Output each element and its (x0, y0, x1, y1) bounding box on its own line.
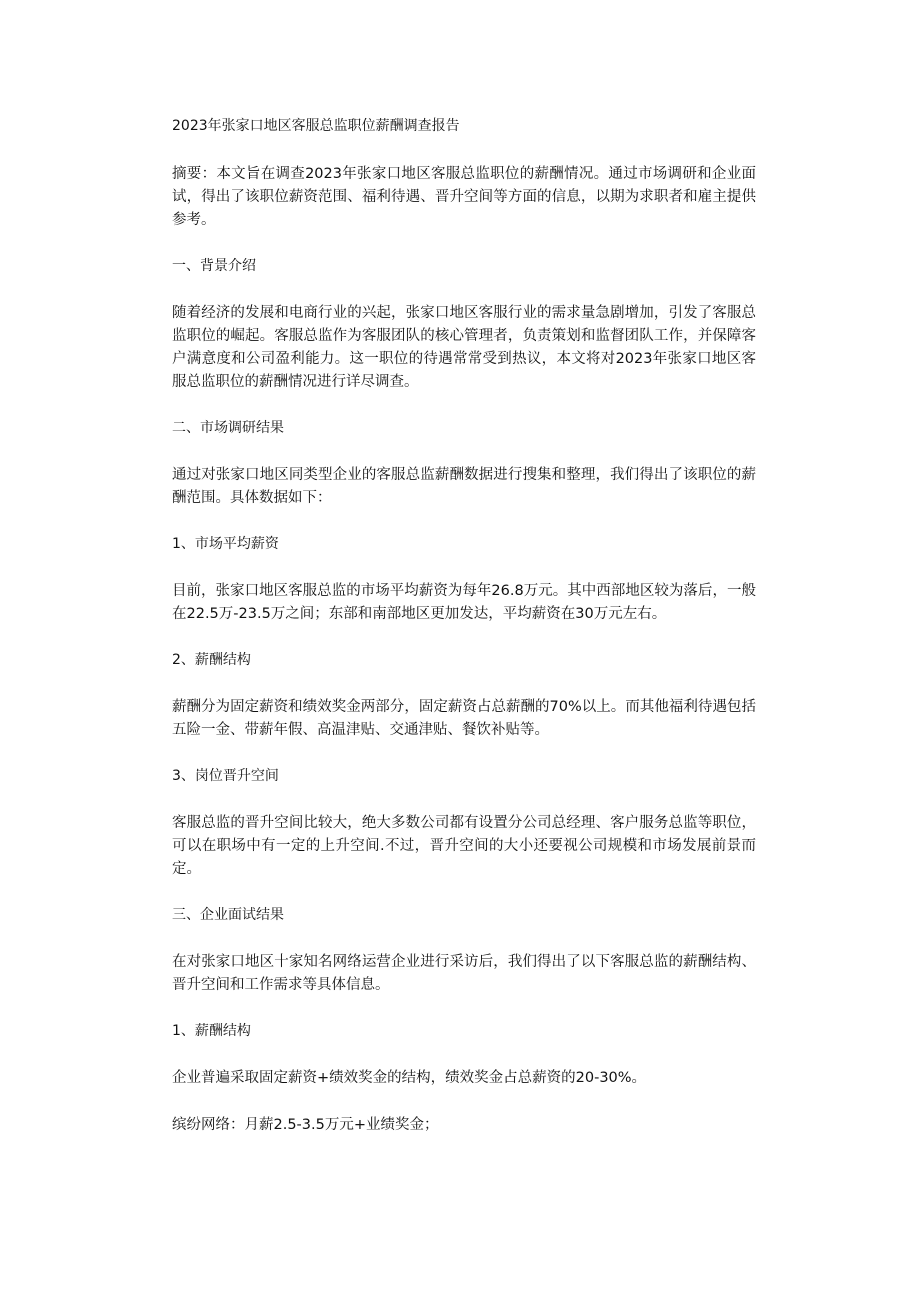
section-heading-market-research: 二、市场调研结果 (172, 420, 284, 436)
subsection-heading-salary-structure: 2、薪酬结构 (172, 652, 251, 668)
document-title: 2023年张家口地区客服总监职位薪酬调查报告 (172, 118, 460, 134)
section-heading-interview-results: 三、企业面试结果 (172, 907, 284, 923)
subsection-heading-average-salary: 1、市场平均薪资 (172, 536, 279, 552)
promotion-space-paragraph: 客服总监的晋升空间比较大，绝大多数公司都有设置分公司总经理、客户服务总监等职位，可以在职场中有一定的上升空间.不过，晋升空间的大小还要视公司规模和市场发展前景而定。 (172, 815, 756, 877)
company-salary-item: 缤纷网络：月薪2.5-3.5万元+业绩奖金； (172, 1117, 439, 1133)
market-research-intro-paragraph: 通过对张家口地区同类型企业的客服总监薪酬数据进行搜集和整理，我们得出了该职位的薪酬范围。具体数据如下： (172, 467, 756, 506)
background-paragraph: 随着经济的发展和电商行业的兴起，张家口地区客服行业的需求量急剧增加，引发了客服总监职位的崛起。客服总监作为客服团队的核心管理者，负责策划和监督团队工作，并保障客户满意度和公司盈利能力。这一职位的待遇常常受到热议，本文将对2023年张家口地区客服总监职位的薪酬情况进行详尽调查。 (172, 305, 756, 390)
abstract-paragraph: 摘要：本文旨在调查2023年张家口地区客服总监职位的薪酬情况。通过市场调研和企业面试，得出了该职位薪资范围、福利待遇、晋升空间等方面的信息，以期为求职者和雇主提供参考。 (172, 166, 756, 228)
subsection-heading-promotion-space: 3、岗位晋升空间 (172, 768, 279, 784)
document-body (172, 116, 756, 1161)
section-heading-background: 一、背景介绍 (172, 258, 256, 274)
average-salary-paragraph: 目前，张家口地区客服总监的市场平均薪资为每年26.8万元。其中西部地区较为落后，一般在22.5万-23.5万之间；东部和南部地区更加发达，平均薪资在30万元左右。 (172, 583, 756, 622)
subsection-heading-interview-salary-structure: 1、薪酬结构 (172, 1023, 251, 1039)
interview-salary-structure-paragraph: 企业普遍采取固定薪资+绩效奖金的结构，绩效奖金占总薪资的20-30%。 (172, 1070, 647, 1086)
interview-intro-paragraph: 在对张家口地区十家知名网络运营企业进行采访后，我们得出了以下客服总监的薪酬结构、晋升空间和工作需求等具体信息。 (172, 954, 756, 993)
salary-structure-paragraph: 薪酬分为固定薪资和绩效奖金两部分，固定薪资占总薪酬的70%以上。而其他福利待遇包括五险一金、带薪年假、高温津贴、交通津贴、餐饮补贴等。 (172, 699, 756, 738)
